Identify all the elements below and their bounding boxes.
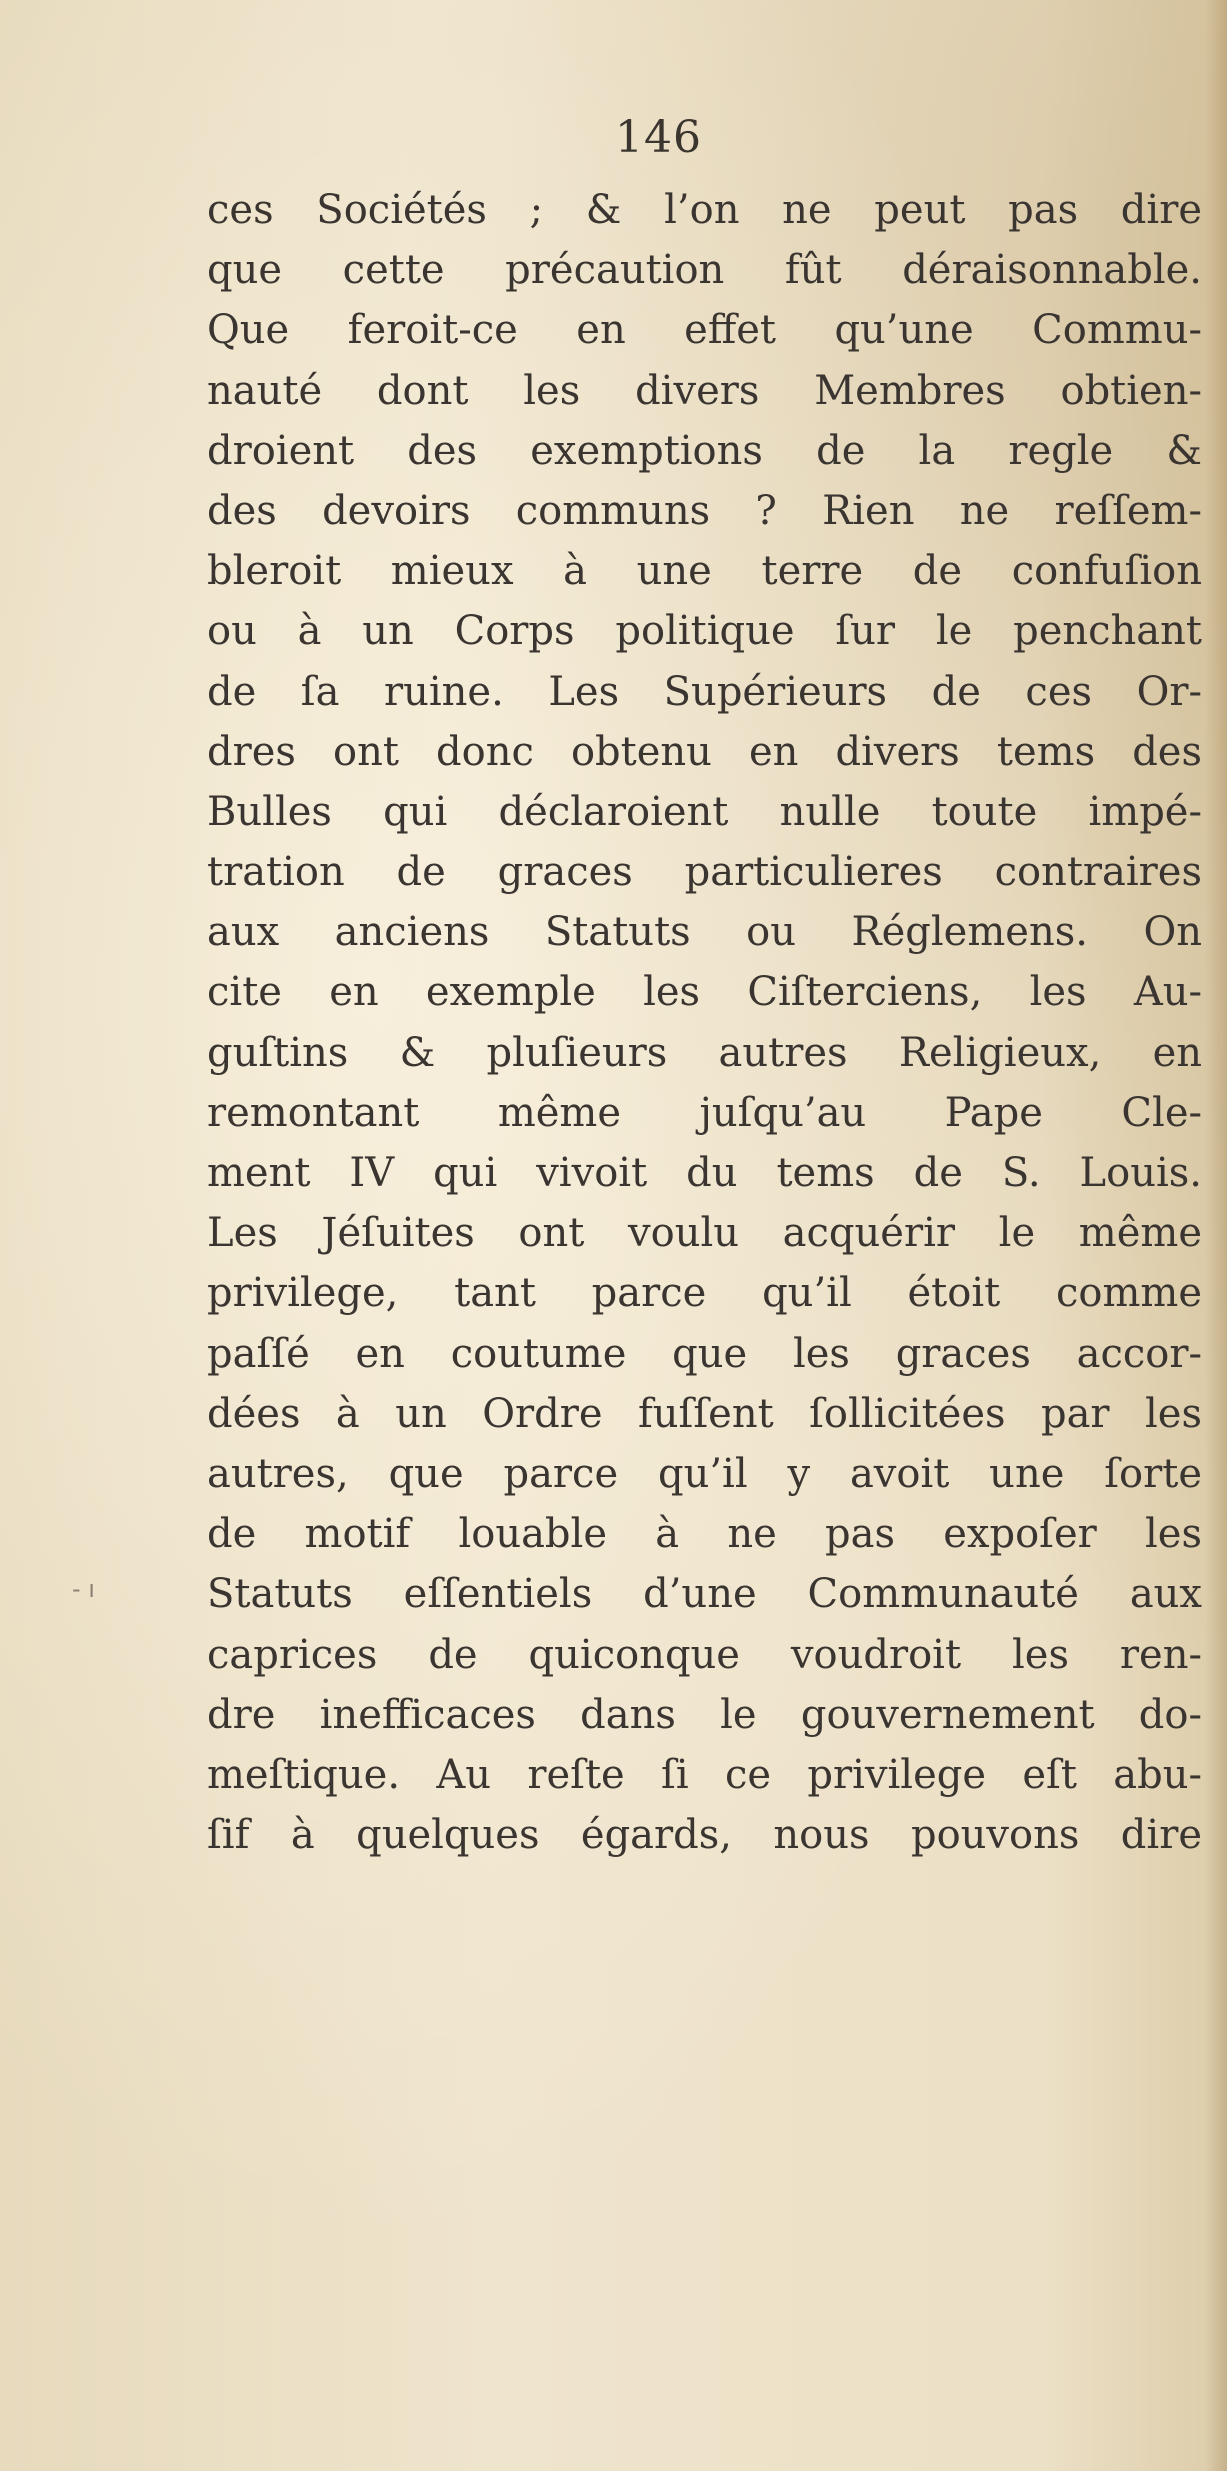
text-line: droient des exemptions de la regle & [207, 427, 1202, 474]
text-line: dres ont donc obtenu en divers tems des [207, 728, 1202, 775]
text-line: meſtique. Au reſte ſi ce privilege eſt abu- [207, 1751, 1202, 1798]
text-line: cite en exemple les Ciſterciens, les Au- [207, 969, 1202, 1016]
text-line: de motif louable à ne pas expoſer les [207, 1511, 1202, 1558]
text-line: Que feroit-ce en effet qu’une Commu- [207, 307, 1202, 354]
body-text [207, 180, 1202, 1865]
text-line: de ſa ruine. Les Supérieurs de ces Or- [207, 668, 1202, 715]
text-line: dées à un Ordre fuſſent ſollicitées par les [207, 1390, 1202, 1437]
text-line: tration de graces particulieres contraires [207, 849, 1202, 896]
text-line: ment IV qui vivoit du tems de S. Louis. [207, 1150, 1202, 1196]
text-line: guſtins & pluſieurs autres Religieux, en [207, 1029, 1202, 1076]
text-line: aux anciens Statuts ou Réglemens. On [207, 909, 1202, 956]
text-line: ſif à quelques égards, nous pouvons dire [207, 1812, 1202, 1859]
text-line: nauté dont les divers Membres obtien- [207, 367, 1202, 414]
text-line: dre inefficaces dans le gouvernement do- [207, 1691, 1202, 1738]
text-line: ces Sociétés ; & l’on ne peut pas dire [207, 187, 1202, 233]
text-line: privilege, tant parce qu’il étoit comme [207, 1270, 1202, 1317]
text-line: autres, que parce qu’il y avoit une ſorte [207, 1450, 1202, 1497]
text-line: Statuts eſſentiels d’une Communauté aux [207, 1571, 1202, 1618]
page-edge-shadow [1205, 0, 1227, 2471]
text-line: que cette précaution fût déraisonnable. [207, 247, 1202, 294]
page-number: 146 [615, 112, 702, 163]
text-line: ou à un Corps politique ſur le penchant [207, 608, 1202, 655]
text-line: bleroit mieux à une terre de confuſion [207, 548, 1202, 595]
text-line: des devoirs communs ? Rien ne reſſem- [207, 487, 1202, 534]
text-line: Les Jéſuites ont voulu acquérir le même [207, 1210, 1202, 1257]
text-line: paſſé en coutume que les graces accor- [207, 1330, 1202, 1377]
text-line: Bulles qui déclaroient nulle toute impé- [207, 788, 1202, 835]
text-line: caprices de quiconque voudroit les ren- [207, 1631, 1202, 1678]
margin-mark: - ı [72, 1575, 95, 1603]
text-line: remontant même juſqu’au Pape Cle- [207, 1089, 1202, 1136]
